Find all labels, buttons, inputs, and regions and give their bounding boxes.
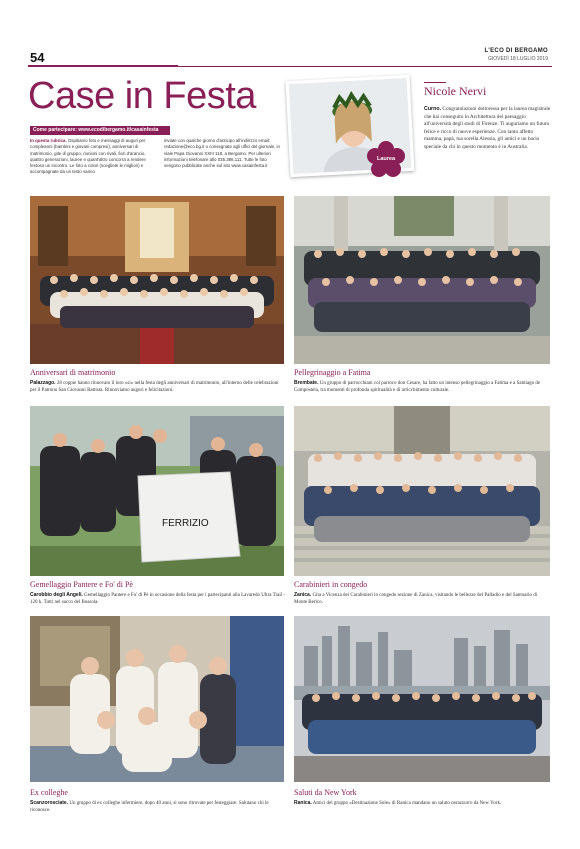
section-title: Case in Festa [28,75,256,117]
featured-name: Nicole Nervi [424,84,487,98]
story-body: Gita a Vicenza dei Carabinieri in congedo sezione di Zanica, visitando le bellezze del Palladio e del Santuario di Monte Berico. [294,593,538,605]
new-york-group-photo [294,616,550,782]
story-place: Ranica. [294,800,312,806]
story-title: Carabinieri in congedo [294,580,368,589]
photo-new-york [294,616,550,782]
story-title: Ex colleghe [30,788,68,797]
page-number: 54 [30,50,45,65]
photo-fatima [294,196,550,364]
story-place: Scanzorosciate. [30,800,69,806]
story-place: Brembate. [294,380,319,386]
story-text [294,800,550,808]
runners-group-photo [30,406,284,576]
story-text [294,380,550,394]
colleagues-group-photo [30,616,284,782]
featured-text [424,106,552,151]
story-text [30,800,286,814]
info-column-right: inviate con qualche giorno d'anticipo all'indirizzo email: redazione@eco.bg.it o consegnate agli uffici del giornale, in viale Papa Giovanni XXIII 118, a Bergamo. Per ulteriori informazioni telefonare allo 035.386.111. Tutte le foto vengono pubblicate anche sul sito www.casainfesta.it [164,138,280,169]
info-column-left [30,138,148,176]
featured-rule [424,82,446,83]
how-to-participate-bar[interactable]: Come partecipare: www.ecodibergamo.it/casainfesta [30,126,170,135]
photo-carabinieri [294,406,550,576]
story-body: Amici del gruppo «Destinazione Sole» di Ranica mandano un saluto nerazzurro da New York. [312,801,502,806]
story-title: Pellegrinaggio a Fatima [294,368,371,377]
header-rule-accent [28,65,178,67]
story-place: Palazzago. [30,380,56,386]
story-text [294,592,550,606]
photo-ex-colleghe [30,616,284,782]
banner-text: FERRIZIO [162,518,209,529]
newspaper-name: L'ECO DI BERGAMO [484,48,548,54]
story-body: 28 coppie hanno rinnovato il loro «sì» nella festa degli anniversari di matrimonio, all'interno delle celebrazioni per il Patrono San Giovanni Battista. Rinnoviamo auguri e felicitazioni. [30,381,279,393]
story-body: Un gruppo di ex colleghe infermiere, dopo 40 anni, si sono ritrovate per festeggiare. Salutano chi le riconosce. [30,801,269,813]
featured-message: Congratulazioni dottoressa per la laurea magistrale che hai conseguito in Architettura del paesaggio all'università degli studi di Firenze. Ti auguriamo un futuro felice e ricco di nuove esperienze. Con tanto affetto mamma, papà, tua sorella Alessia, gli amici e un bacio speciale da chi in questo momento è in Australia. [424,106,551,150]
story-text [30,592,286,606]
photo-gemellaggio [30,406,284,576]
story-body: Gemellaggio Pantere e Fo' di Pè in occasione della festa per i partecipanti alla Lavaredo Ultra Trail - 120 k. Tutti nel sacco del Bussola. [30,593,286,605]
featured-place: Curno. [424,106,442,112]
story-title: Gemellaggio Pantere e Fo' di Pè [30,580,133,589]
info-lead: In questa rubrica. [30,138,67,143]
church-group-photo [30,196,284,364]
story-body: Un gruppo di parrocchiani col parroco don Cesare, ha fatto un intenso pellegrinaggio a Fatima e a Santiago de Compostela, tra momenti di profonda spiritualità e di arricchimento culturale. [294,381,541,393]
story-place: Carobbio degli Angeli. [30,592,83,598]
info-text-left: Ospitiamo foto e messaggi di auguri per compleanni (bambini e giovani compresi), anniversari di matrimonio, gite di gruppo, riunioni con rivali, fiori d'arancio, quattro generazioni, lauree e quant'altro concorra a rendere festoso un incontro. Le foto a colori (scegliete le migliori) e accompagnate da un testo vanno [30,138,146,175]
story-title: Saluti da New York [294,788,357,797]
story-place: Zanica. [294,592,312,598]
laurea-badge-label: Laurea [376,156,396,162]
issue-date: GIOVEDÌ 18 LUGLIO 2019 [487,56,548,62]
story-text [30,380,286,394]
steps-group-photo [294,406,550,576]
story-title: Anniversari di matrimonio [30,368,116,377]
laurea-badge [366,140,406,180]
photo-anniversari [30,196,284,364]
pilgrimage-group-photo [294,196,550,364]
